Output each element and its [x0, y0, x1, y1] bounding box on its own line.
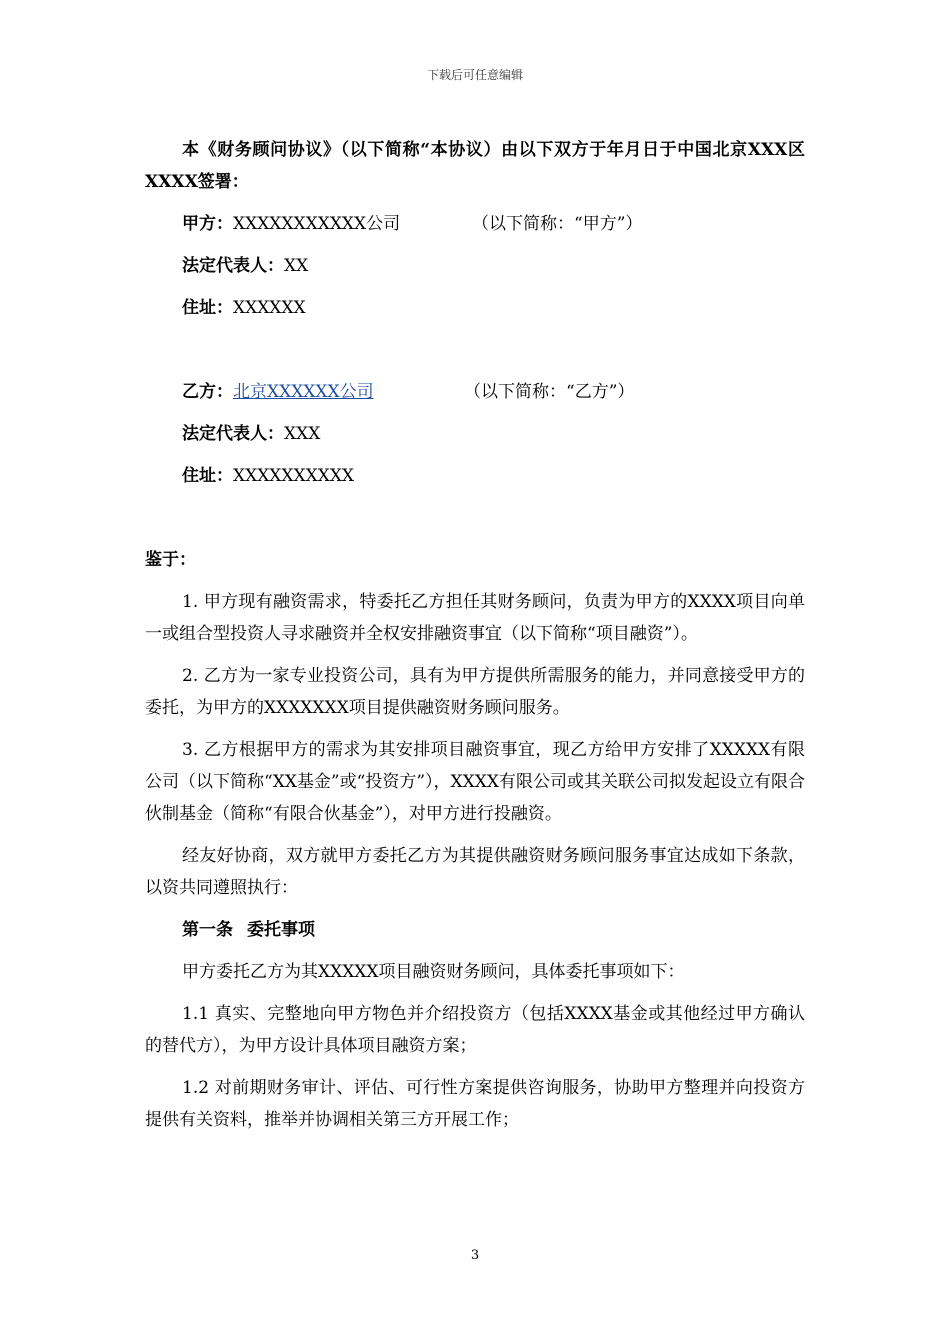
article-1-heading: [145, 914, 805, 946]
article-1-title: 委托事项: [247, 920, 315, 940]
article-1-item-1: 1.1 真实、完整地向甲方物色并介绍投资方（包括XXXX基金或其他经过甲方确认的替代方），为甲方设计具体项目融资方案；: [145, 1004, 805, 1056]
party-a-rep-value: XX: [284, 256, 309, 276]
page-number: 3: [470, 1248, 480, 1263]
whereas-item-3: 3. 乙方根据甲方的需求为其安排项目融资事宜，现乙方给甲方安排了XXXXX有限公司（以下简称“XX基金”或“投资方”），XXXX有限公司或其关联公司拟发起设立有限合伙制基金（简称“有限合伙基金”），对甲方进行投融资。: [145, 740, 805, 824]
intro-paragraph: 本《财务顾问协议》（以下简称“本协议）由以下双方于年月日于中国北京XXX区XXXX签署：: [145, 140, 805, 192]
whereas-title: 鉴于：: [145, 550, 196, 570]
party-a-label: 甲方：: [182, 214, 233, 234]
party-b-rep-value: XXX: [284, 424, 321, 444]
party-b-addr-label: 住址：: [182, 466, 233, 486]
party-a-rep-label: 法定代表人：: [182, 256, 284, 276]
article-1-number: 第一条: [182, 920, 233, 940]
party-b-rep-label: 法定代表人：: [182, 424, 284, 444]
party-b-line: [145, 376, 805, 408]
header-note: 下载后可任意编辑: [426, 68, 523, 82]
party-b-label: 乙方：: [182, 382, 233, 402]
party-b-addr-line: [145, 460, 805, 492]
document-body: [145, 134, 805, 1146]
party-a-addr-line: [145, 292, 805, 324]
whereas-item-2: 2. 乙方为一家专业投资公司，具有为甲方提供所需服务的能力，并同意接受甲方的委托，为甲方的XXXXXXX项目提供融资财务顾问服务。: [145, 666, 805, 718]
party-b-addr-value: XXXXXXXXXX: [233, 466, 355, 486]
party-a-addr-label: 住址：: [182, 298, 233, 318]
party-b-name-link[interactable]: 北京XXXXXX公司: [233, 382, 374, 402]
party-a-name: XXXXXXXXXXX公司: [233, 214, 401, 234]
whereas-item-1: 1. 甲方现有融资需求，特委托乙方担任其财务顾问，负责为甲方的XXXX项目向单一或组合型投资人寻求融资并全权安排融资事宜（以下简称“项目融资”）。: [145, 592, 805, 644]
article-1-item-2: 1.2 对前期财务审计、评估、可行性方案提供咨询服务，协助甲方整理并向投资方提供有关资料，推举并协调相关第三方开展工作；: [145, 1078, 805, 1130]
article-1-intro: 甲方委托乙方为其XXXXX项目融资财务顾问，具体委托事项如下：: [182, 962, 685, 982]
party-b-alias: （以下简称：“乙方”）: [464, 382, 635, 402]
party-b-rep-line: [145, 418, 805, 450]
party-a-line: [145, 208, 805, 240]
spacer: [145, 502, 805, 544]
party-a-alias: （以下简称：“甲方”）: [472, 214, 643, 234]
party-a-rep-line: [145, 250, 805, 282]
spacer: [145, 334, 805, 376]
agreement-paragraph: 经友好协商，双方就甲方委托乙方为其提供融资财务顾问服务事宜达成如下条款，以资共同遵照执行：: [145, 846, 805, 898]
party-a-addr-value: XXXXXX: [233, 298, 306, 318]
